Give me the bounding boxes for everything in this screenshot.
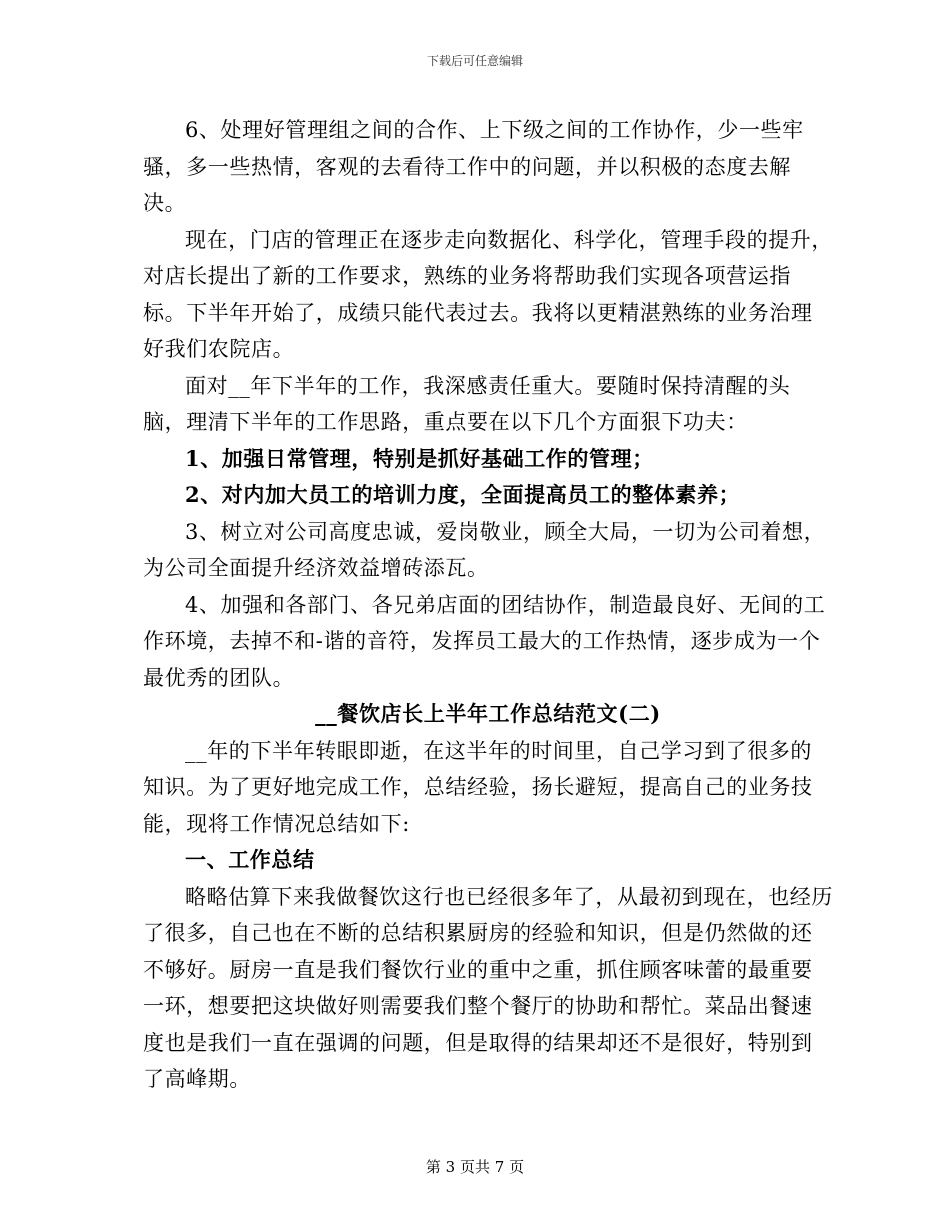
paragraph-current-management: 现在，门店的管理正在逐步走向数据化、科学化，管理手段的提升，对店长提出了新的工作要求，熟练的业务将帮助我们实现各项营运指标。下半年开始了，成绩只能代表过去。我将以更精湛熟练的业务治理好我们农院店。 (143, 227, 833, 361)
paragraph-second-half-plan: 面对__年下半年的工作，我深感责任重大。要随时保持清醒的头脑，理清下半年的工作思路，重点要在以下几个方面狠下功夫： (143, 373, 791, 434)
page-header: 下载后可任意编辑 (426, 54, 523, 68)
list-item-2: 2、对内加大员工的培训力度，全面提高员工的整体素养； (185, 482, 741, 507)
page-footer: 第 3 页共 7 页 (425, 1158, 525, 1176)
document-body (143, 112, 833, 1098)
list-item-1: 1、加强日常管理，特别是抓好基础工作的管理； (185, 445, 654, 471)
paragraph-item-6: 6、处理好管理组之间的合作、上下级之间的工作协作，少一些牢骚，多一些热情，客观的去看待工作中的问题，并以积极的态度去解决。 (143, 118, 804, 215)
list-item-4: 4、加强和各部门、各兄弟店面的团结协作，制造最良好、无间的工作环境，去掉不和-谐的音符，发挥员工最大的工作热情，逐步成为一个最优秀的团队。 (143, 592, 826, 690)
section-heading-work-summary: 一、工作总结 (185, 847, 315, 872)
paragraph-work-summary: 略略估算下来我做餐饮这行也已经很多年了，从最初到现在，也经历了很多，自己也在不断的总结积累厨房的经验和知识，但是仍然做的还不够好。厨房一直是我们餐饮行业的重中之重，抓住顾客味蕾的最重要一环，想要把这块做好则需要我们整个餐厅的协助和帮忙。菜品出餐速度也是我们一直在强调的问题，但是取得的结果却还不是很好，特别到了高峰期。 (143, 884, 833, 1091)
list-item-3: 3、树立对公司高度忠诚，爱岗敬业，顾全大局，一切为公司着想，为公司全面提升经济效益增砖添瓦。 (143, 519, 826, 580)
paragraph-intro: __年的下半年转眼即逝，在这半年的时间里，自己学习到了很多的知识。为了更好地完成工作，总结经验，扬长避短，提高自己的业务技能，现将工作情况总结如下: (143, 738, 813, 836)
section-title: __餐饮店长上半年工作总结范文(二) (315, 701, 661, 726)
